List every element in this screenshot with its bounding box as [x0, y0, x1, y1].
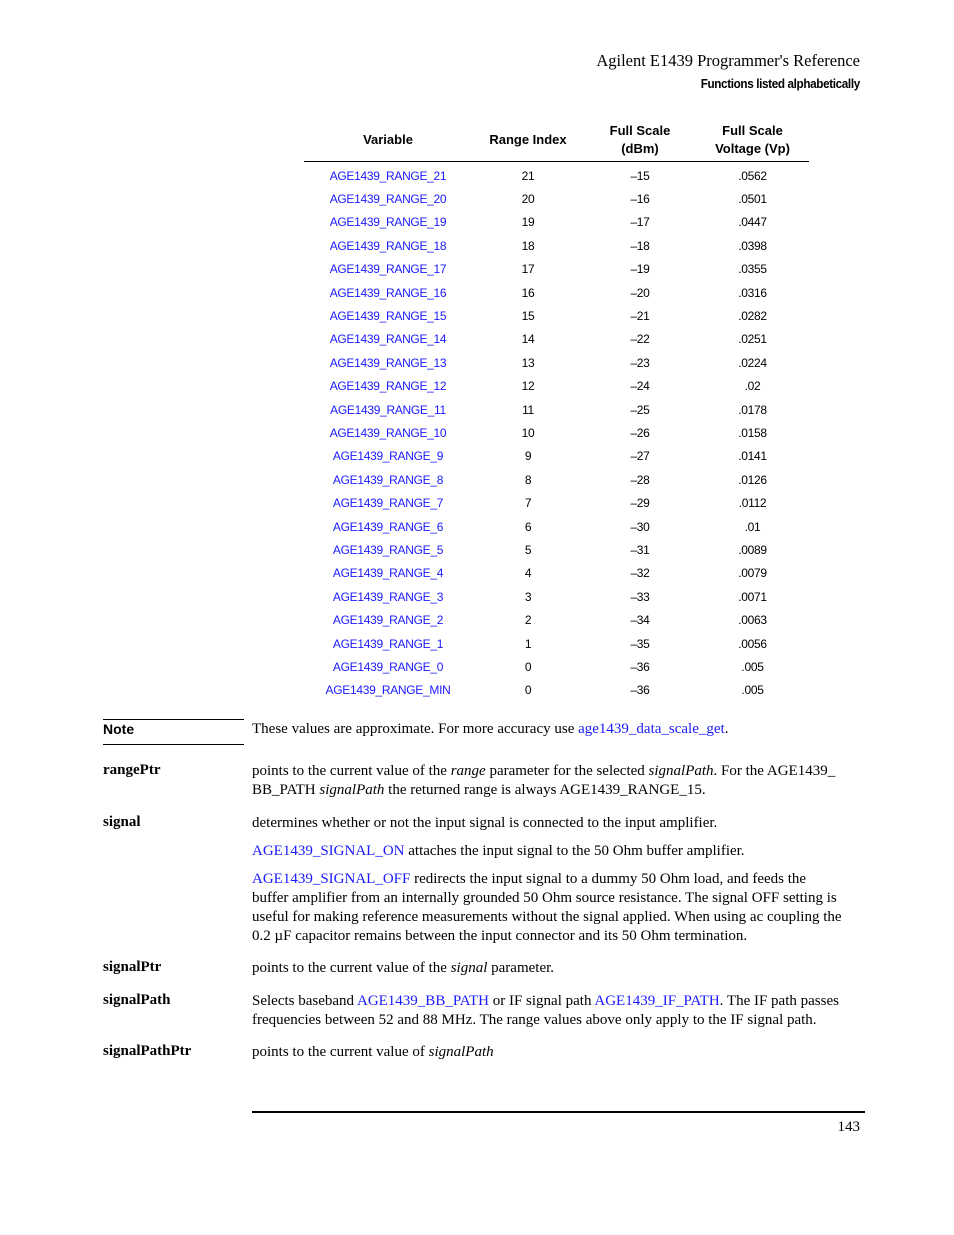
cell-range-index: 14 [521, 332, 535, 347]
cell-range-index: 13 [521, 355, 535, 370]
rangeptr-text-3: . For the AGE1439_ [713, 763, 836, 779]
cell-variable[interactable]: AGE1439_RANGE_1 [332, 636, 444, 651]
cell-full-scale-voltage: .0056 [738, 636, 767, 651]
col-header-full-scale-voltage [696, 119, 809, 162]
rangeptr-text-5: the returned range is always AGE1439_RANGE_15. [384, 782, 706, 798]
signal-on-link[interactable]: AGE1439_SIGNAL_ON [252, 843, 405, 859]
cell-full-scale-dbm: –31 [630, 542, 650, 557]
cell-full-scale-voltage: .02 [744, 379, 761, 394]
note-label: Note [103, 721, 135, 737]
cell-full-scale-dbm: –35 [630, 636, 650, 651]
table-row [304, 328, 809, 351]
cell-full-scale-voltage: .0398 [738, 238, 767, 253]
data-scale-get-link[interactable]: age1439_data_scale_get [578, 721, 725, 737]
bb-path-link[interactable]: AGE1439_BB_PATH [356, 993, 489, 1009]
note-rule-bottom [103, 744, 244, 745]
cell-full-scale-dbm: –16 [630, 192, 650, 207]
cell-full-scale-dbm: –21 [630, 309, 650, 324]
table-row [304, 445, 809, 468]
signalpath-text-3: . The IF path passes [719, 993, 839, 1009]
signal-off-link[interactable]: AGE1439_SIGNAL_OFF [252, 871, 411, 887]
cell-variable[interactable]: AGE1439_RANGE_19 [329, 215, 447, 230]
table-header-row [304, 119, 809, 162]
cell-range-index: 19 [521, 215, 535, 230]
table-row [304, 398, 809, 421]
cell-variable[interactable]: AGE1439_RANGE_6 [332, 519, 444, 534]
cell-variable[interactable]: AGE1439_RANGE_3 [332, 589, 444, 604]
cell-range-index: 8 [524, 472, 532, 487]
cell-full-scale-voltage: .0079 [738, 566, 767, 581]
cell-full-scale-dbm: –18 [630, 238, 650, 253]
cell-full-scale-voltage: .0063 [738, 613, 767, 628]
cell-range-index: 9 [524, 449, 532, 464]
cell-full-scale-dbm: –29 [630, 496, 650, 511]
cell-full-scale-voltage: .0282 [738, 309, 767, 324]
signal-off-text-1: redirects the input signal to a dummy 50 Ohm load, and feeds the [410, 871, 807, 887]
cell-variable[interactable]: AGE1439_RANGE_11 [330, 402, 446, 417]
signalpath-text-4: frequencies between 52 and 88 MHz. The range values above only apply to the IF signal path. [252, 1012, 817, 1028]
cell-range-index: 20 [521, 192, 535, 207]
table-row [304, 655, 809, 678]
rangeptr-text-1: points to the current value of the [252, 763, 451, 779]
table-row [304, 421, 809, 444]
signalptr-text-2: parameter. [487, 960, 555, 976]
cell-full-scale-voltage: .0112 [738, 496, 767, 511]
cell-full-scale-voltage: .0355 [738, 262, 767, 277]
cell-full-scale-voltage: .0071 [738, 589, 767, 604]
cell-variable[interactable]: AGE1439_RANGE_20 [329, 192, 447, 207]
page-header-subtitle: Functions listed alphabetically [700, 76, 860, 91]
cell-full-scale-voltage: .0158 [738, 425, 767, 440]
col-header-voltage-line1: Full Scale [722, 123, 783, 138]
cell-full-scale-dbm: –25 [630, 402, 650, 417]
table-row [304, 281, 809, 304]
cell-full-scale-voltage: .01 [744, 519, 761, 534]
cell-full-scale-dbm: –19 [630, 262, 650, 277]
signalpathptr-italic-1: signalPath [428, 1044, 494, 1060]
col-header-dbm-line2: (dBm) [621, 141, 659, 156]
cell-full-scale-dbm: –22 [630, 332, 650, 347]
rangeptr-text-2: parameter for the selected [485, 763, 649, 779]
rangeptr-italic-2: signalPath [648, 763, 714, 779]
cell-variable[interactable]: AGE1439_RANGE_16 [329, 285, 447, 300]
cell-variable[interactable]: AGE1439_RANGE_10 [329, 425, 447, 440]
col-header-variable: Variable [304, 119, 472, 162]
table-row [304, 632, 809, 655]
table-row [304, 375, 809, 398]
cell-range-index: 6 [524, 519, 532, 534]
table-row [304, 679, 809, 702]
note-rule-top [103, 719, 244, 720]
cell-range-index: 21 [521, 168, 535, 183]
table-row [304, 608, 809, 631]
note-text [252, 721, 862, 738]
cell-full-scale-voltage: .0141 [738, 449, 767, 464]
cell-variable[interactable]: AGE1439_RANGE_8 [332, 472, 444, 487]
cell-full-scale-voltage: .0126 [738, 472, 767, 487]
cell-full-scale-voltage: .005 [741, 683, 764, 698]
cell-full-scale-dbm: –23 [630, 355, 650, 370]
param-desc-signalptr [252, 959, 864, 978]
param-desc-signal-off [252, 870, 864, 946]
cell-full-scale-dbm: –32 [630, 566, 650, 581]
table-row [304, 162, 809, 188]
cell-variable[interactable]: AGE1439_RANGE_MIN [325, 683, 451, 698]
param-name-signalpathptr: signalPathPtr [103, 1043, 192, 1059]
range-table [304, 119, 809, 702]
page-header-title: Agilent E1439 Programmer's Reference [596, 51, 860, 70]
cell-variable[interactable]: AGE1439_RANGE_5 [332, 542, 444, 557]
cell-full-scale-dbm: –33 [630, 589, 650, 604]
table-row [304, 211, 809, 234]
cell-full-scale-voltage: .0447 [738, 215, 767, 230]
table-row [304, 538, 809, 561]
cell-full-scale-dbm: –24 [630, 379, 650, 394]
cell-variable[interactable]: AGE1439_RANGE_2 [332, 613, 444, 628]
signal-off-text-3: useful for making reference measurements without the signal applied. When using ac coupling the [252, 909, 842, 925]
param-name-signalptr: signalPtr [103, 959, 162, 975]
signal-off-text-2: buffer amplifier from an internally grounded 50 Ohm source resistance. The signal OFF setting is [252, 890, 837, 906]
cell-range-index: 1 [524, 636, 532, 651]
rangeptr-italic-3: signalPath [319, 782, 385, 798]
cell-full-scale-voltage: .0501 [738, 192, 767, 207]
cell-variable[interactable]: AGE1439_RANGE_12 [329, 379, 447, 394]
table-body [304, 162, 809, 702]
col-header-dbm-line1: Full Scale [609, 123, 671, 138]
col-header-range-index: Range Index [472, 119, 584, 162]
cell-full-scale-dbm: –30 [630, 519, 650, 534]
cell-range-index: 12 [521, 379, 535, 394]
cell-variable[interactable]: AGE1439_RANGE_14 [329, 332, 447, 347]
cell-variable[interactable]: AGE1439_RANGE_17 [329, 262, 447, 277]
cell-variable[interactable]: AGE1439_RANGE_13 [329, 355, 447, 370]
cell-full-scale-dbm: –34 [630, 613, 650, 628]
param-name-signalpath: signalPath [103, 992, 171, 1008]
cell-variable[interactable]: AGE1439_RANGE_0 [332, 659, 444, 674]
cell-variable[interactable]: AGE1439_RANGE_15 [329, 309, 447, 324]
note-text-before: These values are approximate. For more accuracy use [252, 721, 579, 737]
table-row [304, 468, 809, 491]
cell-range-index: 7 [524, 496, 532, 511]
cell-range-index: 2 [524, 613, 532, 628]
param-desc-rangeptr [252, 762, 864, 800]
signalptr-italic-1: signal [450, 960, 488, 976]
signalpath-text-2: or IF signal path [488, 993, 595, 1009]
table-row [304, 234, 809, 257]
param-name-rangeptr: rangePtr [103, 762, 161, 778]
cell-variable[interactable]: AGE1439_RANGE_21 [329, 168, 447, 183]
cell-range-index: 4 [524, 566, 532, 581]
note-text-after: . [724, 721, 729, 737]
cell-range-index: 18 [521, 238, 535, 253]
col-header-full-scale-dbm [584, 119, 696, 162]
cell-full-scale-dbm: –36 [630, 659, 650, 674]
cell-full-scale-voltage: .0562 [738, 168, 767, 183]
cell-full-scale-voltage: .0316 [738, 285, 767, 300]
cell-full-scale-voltage: .005 [741, 659, 764, 674]
cell-variable[interactable]: AGE1439_RANGE_18 [329, 238, 447, 253]
cell-range-index: 0 [524, 659, 532, 674]
cell-full-scale-dbm: –36 [630, 683, 650, 698]
param-name-signal: signal [103, 814, 141, 830]
signal-on-text: attaches the input signal to the 50 Ohm buffer amplifier. [404, 843, 745, 859]
cell-full-scale-dbm: –15 [630, 168, 650, 183]
cell-range-index: 5 [524, 542, 532, 557]
cell-full-scale-dbm: –27 [630, 449, 650, 464]
table-row [304, 351, 809, 374]
cell-variable[interactable]: AGE1439_RANGE_9 [332, 449, 444, 464]
table-row [304, 562, 809, 585]
table-row [304, 515, 809, 538]
cell-full-scale-voltage: .0089 [738, 542, 767, 557]
cell-range-index: 3 [524, 589, 532, 604]
signal-off-text-4: 0.2 µF capacitor remains between the input connector and its 50 Ohm termination. [252, 928, 748, 944]
param-desc-signal-on [252, 842, 864, 861]
table-row [304, 491, 809, 514]
table-row [304, 187, 809, 210]
cell-full-scale-dbm: –20 [630, 285, 650, 300]
cell-range-index: 0 [524, 683, 532, 698]
cell-range-index: 11 [522, 402, 534, 417]
cell-full-scale-voltage: .0251 [738, 332, 767, 347]
cell-range-index: 10 [521, 425, 535, 440]
cell-range-index: 17 [521, 262, 535, 277]
cell-full-scale-voltage: .0224 [738, 355, 767, 370]
cell-variable[interactable]: AGE1439_RANGE_4 [332, 566, 444, 581]
cell-full-scale-dbm: –28 [630, 472, 650, 487]
cell-variable[interactable]: AGE1439_RANGE_7 [332, 496, 444, 511]
table-row [304, 304, 809, 327]
rangeptr-italic-1: range [450, 763, 486, 779]
cell-full-scale-dbm: –17 [630, 215, 650, 230]
footer-rule [252, 1111, 865, 1113]
cell-full-scale-dbm: –26 [630, 425, 650, 440]
signalpathptr-text-1: points to the current value of [252, 1044, 429, 1060]
col-header-voltage-line2: Voltage (Vp) [715, 141, 790, 156]
table-row [304, 585, 809, 608]
page-number: 143 [837, 1119, 860, 1135]
param-desc-signalpathptr [252, 1043, 864, 1062]
cell-range-index: 16 [521, 285, 535, 300]
table-row [304, 258, 809, 281]
signalpath-text-1: Selects baseband [252, 993, 357, 1009]
if-path-link[interactable]: AGE1439_IF_PATH [594, 993, 720, 1009]
rangeptr-text-4: BB_PATH [252, 782, 320, 798]
cell-range-index: 15 [521, 309, 535, 324]
cell-full-scale-voltage: .0178 [738, 402, 767, 417]
param-desc-signalpath [252, 992, 864, 1030]
signalptr-text-1: points to the current value of the [252, 960, 451, 976]
param-desc-signal-p1: determines whether or not the input signal is connected to the input amplifier. [252, 815, 718, 831]
